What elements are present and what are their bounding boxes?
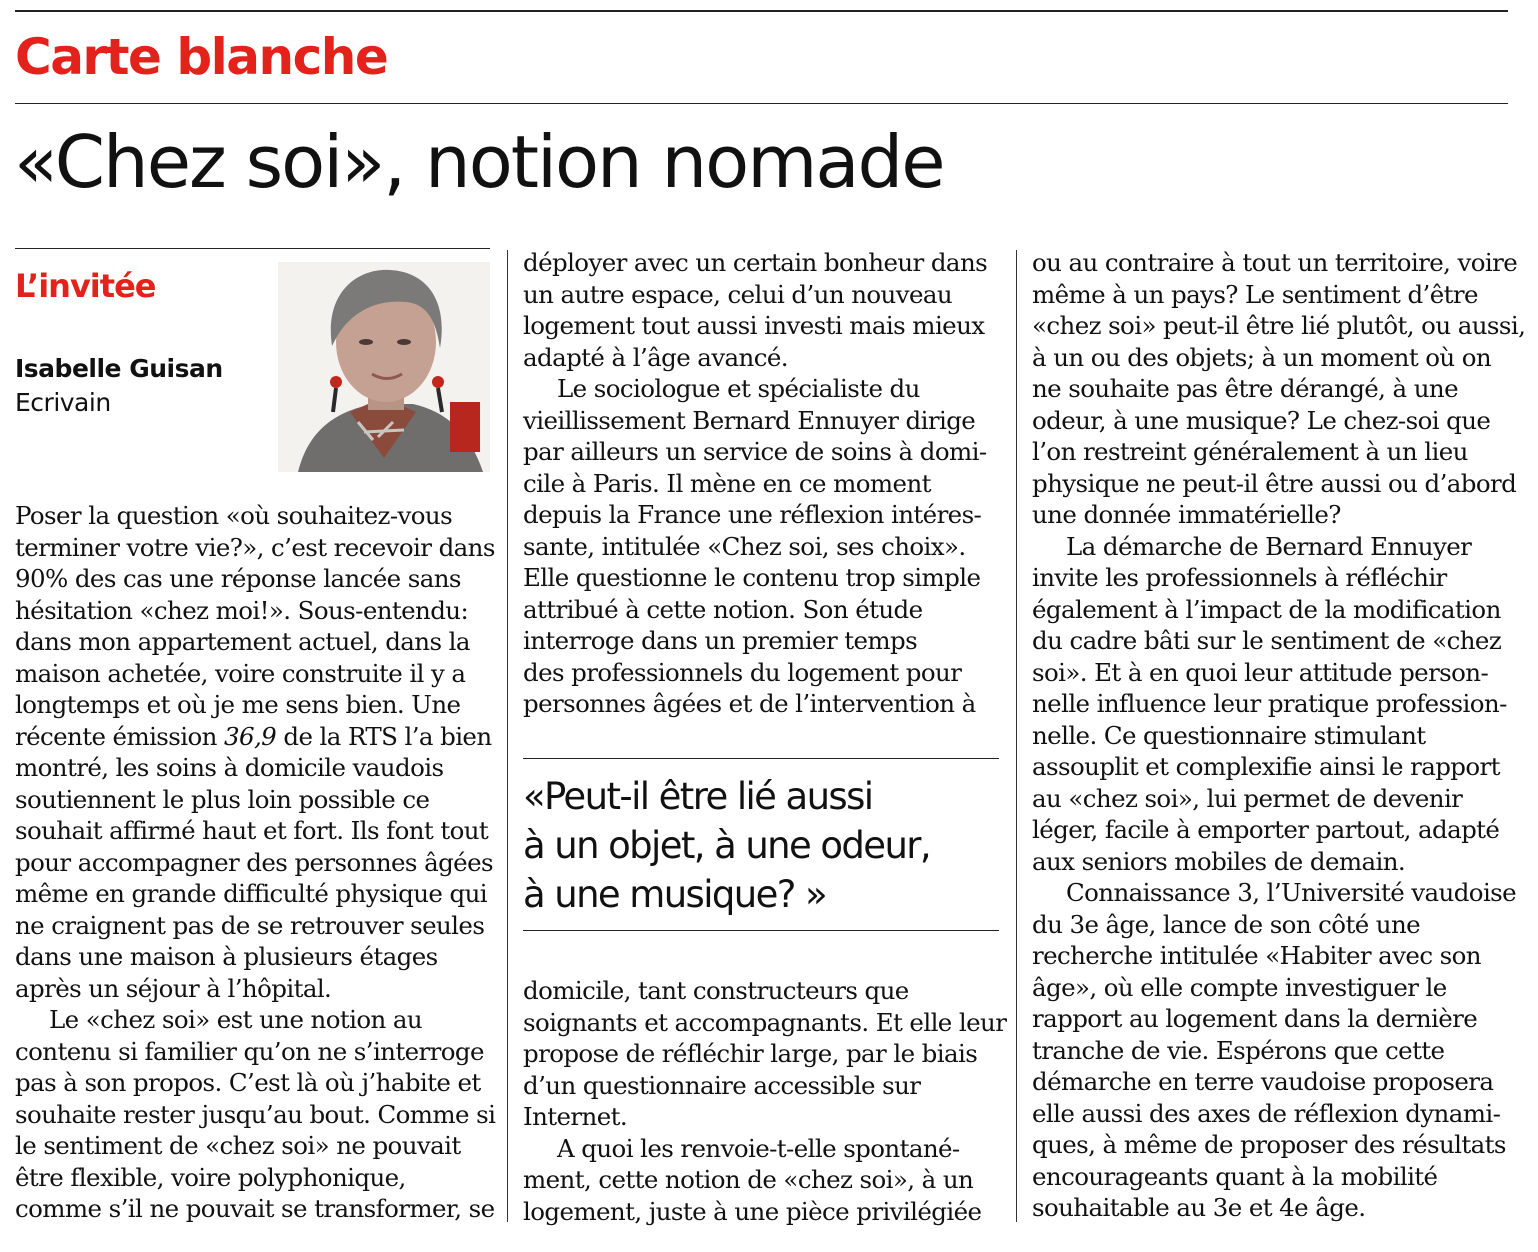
text-line: interroge dans un premier temps <box>523 626 918 655</box>
text-line: rapport au logement dans la dernière <box>1032 1004 1478 1033</box>
section-rule <box>15 103 1508 104</box>
article-column-2-bottom <box>523 975 1006 1227</box>
text-line: même en grande difficulté physique qui <box>15 879 487 908</box>
text-line: encourageants quant à la mobilité <box>1032 1161 1438 1191</box>
pullquote <box>523 772 999 919</box>
text-line: pour accompagner des personnes âgées <box>15 847 493 877</box>
guest-label: L’invitée <box>15 267 156 305</box>
text-line: tranche de vie. Espérons que cette <box>1032 1035 1445 1065</box>
guest-box-rule <box>15 248 490 249</box>
text-line: Le «chez soi» est une notion au <box>49 1005 423 1034</box>
text-line: dans mon appartement actuel, dans la <box>15 627 470 656</box>
text-line: également à l’impact de la modification <box>1032 594 1501 624</box>
text-line: être flexible, voire polyphonique, <box>15 1162 406 1192</box>
pullquote-line: à un objet, à une odeur, <box>523 824 931 867</box>
headline: «Chez soi», notion nomade <box>14 120 944 204</box>
text-line: du 3e âge, lance de son côté une <box>1032 909 1421 939</box>
author-portrait <box>278 262 490 472</box>
text-line: La démarche de Bernard Ennuyer <box>1066 531 1472 561</box>
text-line: «chez soi» peut-il être lié plutôt, ou aussi, <box>1032 311 1526 340</box>
text-line: personnes âgées et de l’intervention à <box>523 689 976 718</box>
text-line: ne souhaite pas être dérangé, à une <box>1032 374 1459 403</box>
text-line: pas à son propos. C’est là où j’habite et <box>15 1068 481 1097</box>
text-line: un autre espace, celui d’un nouveau <box>523 279 953 309</box>
text-line: Poser la question «où souhaitez-vous <box>15 501 453 530</box>
column-separator-1 <box>507 250 508 1222</box>
text-line: même à un pays? Le sentiment d’être <box>1032 279 1478 309</box>
text-line: souhait affirmé haut et fort. Ils font tout <box>15 816 489 845</box>
text-line: sante, intitulée «Chez soi, ses choix». <box>523 531 966 561</box>
text-line: domicile, tant constructeurs que <box>523 976 909 1005</box>
pullquote-line: à une musique? » <box>523 873 827 916</box>
pullquote-line: «Peut-il être lié aussi <box>523 775 873 818</box>
text-line: longtemps et où je me sens bien. Une <box>15 690 461 719</box>
author-name: Isabelle Guisan <box>15 354 223 383</box>
text-line: Connaissance 3, l’Université vaudoise <box>1066 878 1517 907</box>
text-line: 90% des cas une réponse lancée sans <box>15 564 461 593</box>
text-line: par ailleurs un service de soins à domi- <box>523 437 987 466</box>
show-title: 36,9 <box>224 721 277 751</box>
text-line: Elle questionne le contenu trop simple <box>523 563 981 592</box>
text-line: terminer votre vie?», c’est recevoir dans <box>15 532 495 562</box>
text-line: odeur, à une musique? Le chez-soi que <box>1032 405 1491 435</box>
article-column-1 <box>15 500 495 1225</box>
text-line: soignants et accompagnants. Et elle leur <box>523 1007 1007 1037</box>
text-line: d’un questionnaire accessible sur <box>523 1070 921 1100</box>
text-line: dans une maison à plusieurs étages <box>15 942 438 971</box>
text-line: une donnée immatérielle? <box>1032 500 1341 529</box>
text-line: souhaite rester jusqu’au bout. Comme si <box>15 1099 496 1129</box>
text-line: au «chez soi», lui permet de devenir <box>1032 783 1463 813</box>
text-line: A quoi les renvoie-t-elle spontané- <box>557 1133 960 1163</box>
text-line: logement, juste à une pièce privilégiée <box>523 1196 982 1226</box>
text-line: contenu si familier qu’on ne s’interroge <box>15 1036 484 1066</box>
text-line: démarche en terre vaudoise proposera <box>1032 1067 1494 1096</box>
portrait-illustration <box>278 262 490 472</box>
text-line: adapté à l’âge avancé. <box>523 342 788 372</box>
top-rule <box>15 10 1508 12</box>
text-line: nelle. Ce questionnaire stimulant <box>1032 720 1426 750</box>
section-title: Carte blanche <box>15 28 388 86</box>
text-line: après un séjour à l’hôpital. <box>15 973 332 1003</box>
text-line: depuis la France une réflexion intéres- <box>523 500 982 529</box>
text-line: comme s’il ne pouvait se transformer, se <box>15 1194 495 1223</box>
text-line: Internet. <box>523 1102 628 1131</box>
text-line: cile à Paris. Il mène en ce moment <box>523 468 931 498</box>
text-line: ne craignent pas de se retrouver seules <box>15 910 485 940</box>
text-line: ques, à même de proposer des résultats <box>1032 1130 1506 1159</box>
text-line: attribué à cette notion. Son étude <box>523 594 923 624</box>
text-line: déployer avec un certain bonheur dans <box>523 248 988 277</box>
text-line: le sentiment de «chez soi» ne pouvait <box>15 1131 461 1160</box>
pullquote-bottom-rule <box>523 930 999 931</box>
text-line: montré, les soins à domicile vaudois <box>15 753 444 782</box>
article-column-2-top <box>523 247 987 720</box>
pullquote-top-rule <box>523 758 999 759</box>
text-line: recherche intitulée «Habiter avec son <box>1032 941 1481 970</box>
text-line: propose de réfléchir large, par le biais <box>523 1039 978 1068</box>
text-line: du cadre bâti sur le sentiment de «chez <box>1032 626 1502 655</box>
text-line: invite les professionnels à réfléchir <box>1032 563 1447 592</box>
text-line: assouplit et complexifie ainsi le rapport <box>1032 752 1500 781</box>
text-line <box>15 721 495 753</box>
text-line: souhaitable au 3e et 4e âge. <box>1032 1193 1366 1222</box>
text-line: soi». Et à en quoi leur attitude person- <box>1032 657 1489 687</box>
text-line: maison achetée, voire construite il y a <box>15 658 466 688</box>
text-line: ou au contraire à tout un territoire, voire <box>1032 248 1518 277</box>
text-line: vieillissement Bernard Ennuyer dirige <box>523 405 976 435</box>
text-line: physique ne peut-il être aussi ou d’abord <box>1032 468 1517 498</box>
text-line: aux seniors mobiles de demain. <box>1032 846 1406 876</box>
text-line: l’on restreint généralement à un lieu <box>1032 437 1468 466</box>
text-line: ment, cette notion de «chez soi», à un <box>523 1165 974 1194</box>
text-line: à un ou des objets; à un moment où on <box>1032 342 1492 372</box>
text-line: âge», où elle compte investiguer le <box>1032 972 1447 1002</box>
text-line: des professionnels du logement pour <box>523 657 962 687</box>
text-run: récente émission <box>15 721 225 751</box>
text-line: hésitation «chez moi!». Sous-entendu: <box>15 595 469 625</box>
text-line: Le sociologue et spécialiste du <box>557 374 920 403</box>
text-line: léger, facile à emporter partout, adapté <box>1032 815 1500 844</box>
text-run: de la RTS l’a bien <box>276 721 492 751</box>
author-role: Ecrivain <box>15 388 111 417</box>
text-line: soutiennent le plus loin possible ce <box>15 784 430 814</box>
text-line: elle aussi des axes de réflexion dynami- <box>1032 1098 1501 1128</box>
article-column-3 <box>1032 247 1525 1224</box>
text-line: nelle influence leur pratique profession- <box>1032 689 1507 718</box>
column-separator-2 <box>1016 250 1017 1222</box>
text-line: logement tout aussi investi mais mieux <box>523 311 985 340</box>
